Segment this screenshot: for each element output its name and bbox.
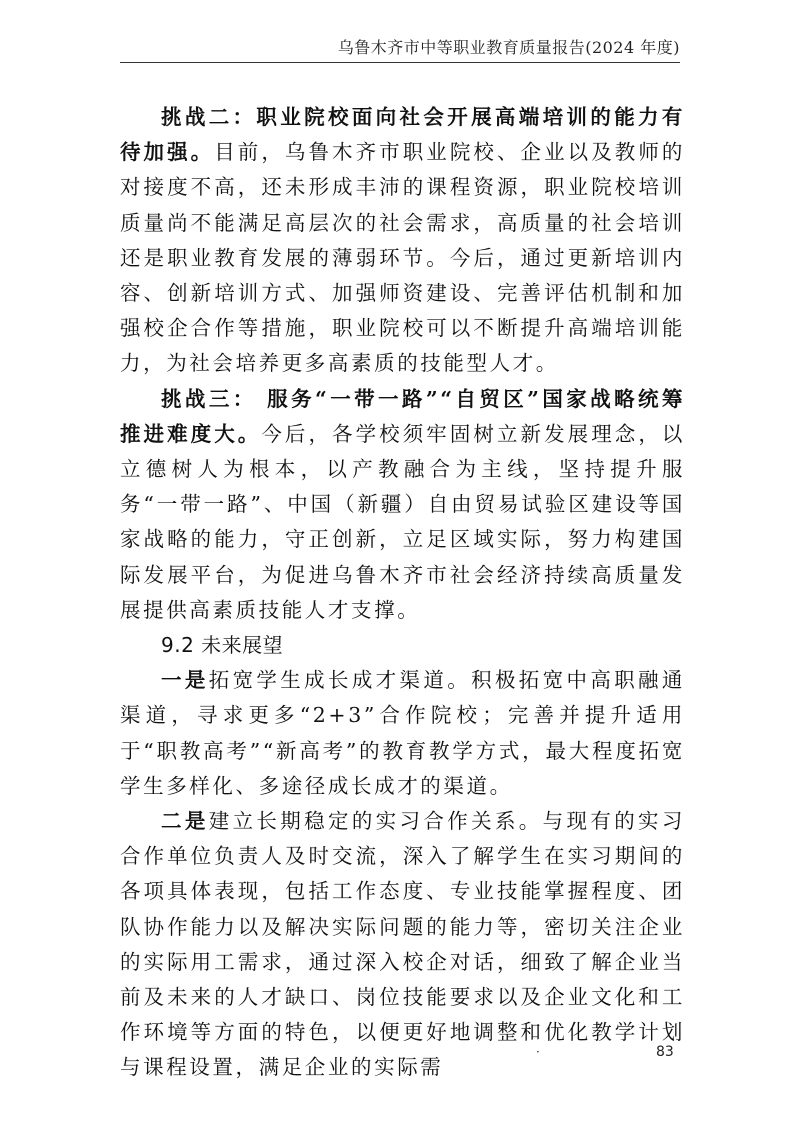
running-header: 乌鲁木齐市中等职业教育质量报告(2024 年度) [337,38,680,57]
point-1-lead: 一是 [161,668,209,693]
challenge-2-body: 目前，乌鲁木齐市职业院校、企业以及教师的对接度不高，还未形成丰沛的课程资源，职业院校培训质量尚不能满足高层次的社会需求，高质量的社会培训还是职业教育发展的薄弱环节。今后，通过更新培训内容、创新培训方式、加强师资建设、完善评估机制和加强校企合作等措施，职业院校可以不断提升高端培训能力，为社会培养更多高素质的技能型人才。 [120,140,685,376]
point-2-body: 建立长期稳定的实习合作关系。与现有的实习合作单位负责人及时交流，深入了解学生在实习期间的各项具体表现，包括工作态度、专业技能掌握程度、团队协作能力以及解决实际问题的能力等，密切关注企业的实际用工需求，通过深入校企对话，细致了解企业当前及未来的人才缺口、岗位技能要求以及企业文化和工作环境等方面的特色，以便更好地调整和优化教学计划与课程设置，满足企业的实际需 [120,809,686,1080]
page-number: 83 [656,1044,674,1060]
paragraph-point-2 [120,804,685,1086]
paragraph-challenge-2 [120,100,685,382]
header-divider [120,62,680,63]
point-1-body: 拓宽学生成长成才渠道。积极拓宽中高职融通渠道，寻求更多“2+3”合作院校；完善并提升适用于“职教高考”“新高考”的教育教学方式，最大程度拓宽学生多样化、多途径成长成才的渠道。 [120,668,686,798]
paragraph-point-1 [120,663,685,804]
point-2-lead: 二是 [161,809,209,834]
challenge-2-lead: 挑战二：职业院校面向社会开展高端培训的能力有待加强。 [120,105,685,165]
challenge-3-body: 今后，各学校须牢固树立新发展理念，以立德树人为根本，以产教融合为主线，坚持提升服务“一带一路”、中国（新疆）自由贸易试验区建设等国家战略的能力，守正创新，立足区域实际，努力构建国际发展平台，为促进乌鲁木齐市社会经济持续高质量发展提供高素质技能人才支撑。 [120,421,685,622]
footer-dot: · [536,1045,540,1059]
page-body [120,100,685,1086]
challenge-3-lead: 挑战三： 服务“一带一路”“自贸区”国家战略统筹推进难度大。 [120,386,685,446]
section-heading-future-outlook: 9.2 未来展望 [161,633,284,658]
paragraph-challenge-3 [120,382,685,628]
